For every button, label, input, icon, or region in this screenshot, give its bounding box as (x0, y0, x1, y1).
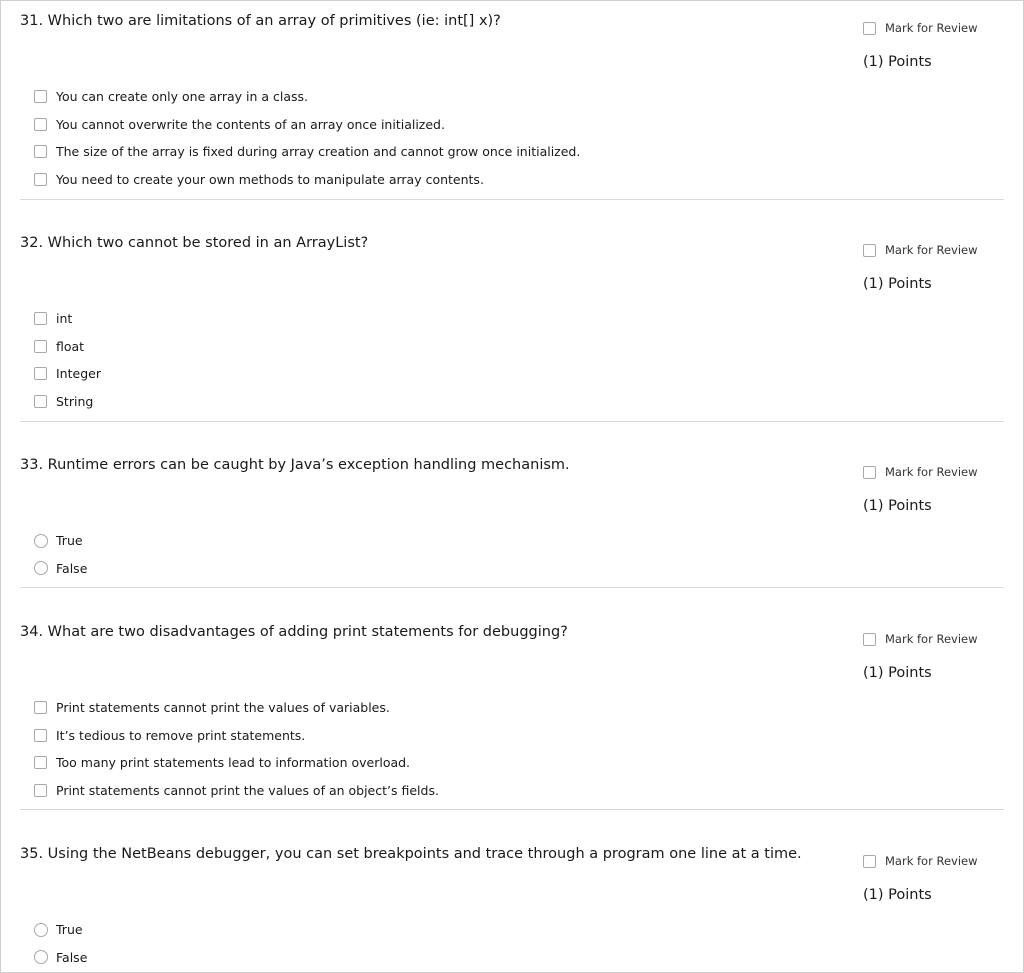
mark-for-review[interactable] (863, 21, 978, 35)
answer-option[interactable] (34, 166, 580, 194)
option-checkbox[interactable] (34, 395, 47, 408)
answer-option[interactable] (34, 555, 87, 583)
answer-option[interactable] (34, 305, 101, 333)
answer-option[interactable] (34, 138, 580, 166)
option-checkbox[interactable] (34, 701, 47, 714)
question-31 (20, 11, 1004, 200)
answer-options (34, 694, 439, 804)
mark-for-review-checkbox[interactable] (863, 855, 876, 868)
option-label: String (56, 394, 94, 410)
option-checkbox[interactable] (34, 784, 47, 797)
option-checkbox[interactable] (34, 729, 47, 742)
answer-option[interactable] (34, 694, 439, 722)
answer-option[interactable] (34, 83, 580, 111)
points-label: (1) Points (863, 498, 932, 514)
answer-options (34, 83, 580, 193)
option-label: You need to create your own methods to manipulate array contents. (56, 172, 484, 188)
question-title: 35. Using the NetBeans debugger, you can set breakpoints and trace through a program one line at a time. (20, 846, 802, 862)
answer-options (34, 527, 87, 582)
option-checkbox[interactable] (34, 118, 47, 131)
answer-option[interactable] (34, 749, 439, 777)
mark-for-review[interactable] (863, 632, 978, 646)
option-checkbox[interactable] (34, 756, 47, 769)
option-radio[interactable] (34, 534, 48, 548)
option-label: Print statements cannot print the values of an object’s fields. (56, 783, 439, 799)
points-label: (1) Points (863, 276, 932, 292)
question-33 (20, 455, 1004, 588)
answer-option[interactable] (34, 388, 101, 416)
option-checkbox[interactable] (34, 340, 47, 353)
option-checkbox[interactable] (34, 312, 47, 325)
option-label: Too many print statements lead to information overload. (56, 755, 411, 771)
mark-for-review-label: Mark for Review (885, 854, 978, 868)
option-label: int (56, 311, 73, 327)
option-checkbox[interactable] (34, 173, 47, 186)
answer-option[interactable] (34, 111, 580, 139)
option-label: You cannot overwrite the contents of an array once initialized. (56, 116, 445, 132)
option-checkbox[interactable] (34, 145, 47, 158)
mark-for-review[interactable] (863, 243, 978, 257)
points-label: (1) Points (863, 54, 932, 70)
option-radio[interactable] (34, 923, 48, 937)
question-title: 33. Runtime errors can be caught by Java’s exception handling mechanism. (20, 457, 570, 473)
answer-option[interactable] (34, 916, 87, 944)
mark-for-review-checkbox[interactable] (863, 633, 876, 646)
option-label: False (56, 560, 88, 576)
option-label: Print statements cannot print the values of variables. (56, 700, 390, 716)
option-label: float (56, 338, 85, 354)
option-label: True (56, 922, 83, 938)
mark-for-review-checkbox[interactable] (863, 244, 876, 257)
mark-for-review-checkbox[interactable] (863, 466, 876, 479)
option-label: You can create only one array in a class. (56, 89, 309, 105)
option-label: The size of the array is fixed during array creation and cannot grow once initialized. (56, 144, 581, 160)
answer-options (34, 305, 101, 415)
option-label: Integer (56, 366, 101, 382)
answer-options (34, 916, 87, 971)
mark-for-review[interactable] (863, 854, 978, 868)
answer-option[interactable] (34, 333, 101, 361)
answer-option[interactable] (34, 777, 439, 805)
points-label: (1) Points (863, 887, 932, 903)
option-label: False (56, 949, 88, 965)
points-label: (1) Points (863, 665, 932, 681)
answer-option[interactable] (34, 944, 87, 972)
mark-for-review[interactable] (863, 465, 978, 479)
option-label: It’s tedious to remove print statements. (56, 727, 306, 743)
option-radio[interactable] (34, 561, 48, 575)
mark-for-review-checkbox[interactable] (863, 22, 876, 35)
mark-for-review-label: Mark for Review (885, 465, 978, 479)
mark-for-review-label: Mark for Review (885, 21, 978, 35)
question-34 (20, 622, 1004, 810)
question-title: 31. Which two are limitations of an array of primitives (ie: int[] x)? (20, 13, 501, 29)
question-35 (20, 844, 1004, 969)
option-label: True (56, 533, 83, 549)
question-32 (20, 233, 1004, 422)
answer-option[interactable] (34, 360, 101, 388)
mark-for-review-label: Mark for Review (885, 243, 978, 257)
question-title: 32. Which two cannot be stored in an ArrayList? (20, 235, 369, 251)
question-title: 34. What are two disadvantages of adding print statements for debugging? (20, 624, 568, 640)
answer-option[interactable] (34, 527, 87, 555)
option-checkbox[interactable] (34, 90, 47, 103)
option-checkbox[interactable] (34, 367, 47, 380)
mark-for-review-label: Mark for Review (885, 632, 978, 646)
option-radio[interactable] (34, 950, 48, 964)
answer-option[interactable] (34, 722, 439, 750)
